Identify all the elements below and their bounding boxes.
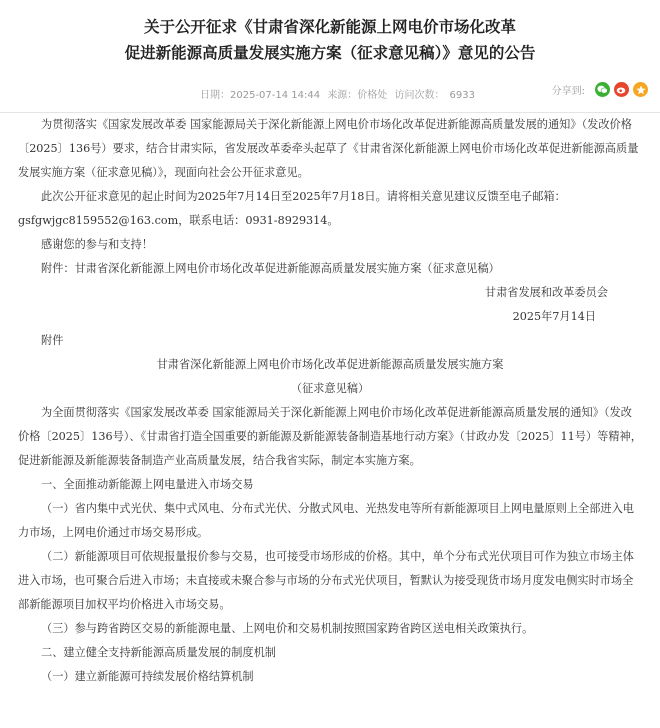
paragraph-item-2: （二）新能源项目可依规报量报价参与交易，也可接受市场形成的价格。其中，单个分布式光伏项目可作为独立市场主体进入市场，也可聚合后进入市场；未直接或未聚合参与市场的分布式光伏项目，暂默认为接受现货市场月度发电侧实时市场全部新能源项目加权平均价格进入市场交易。 xyxy=(18,550,634,611)
paragraph-period: 此次公开征求意见的起止时间为2025年7月14日至2025年7月18日。请将相关意见建议反馈至电子邮箱：gsfgwjgc8159552@163.com，联系电话：0931-8929314。 xyxy=(18,190,566,227)
source: 来源：价格处 xyxy=(327,90,388,101)
paragraph-item-2-1: （一）建立新能源可持续发展价格结算机制 xyxy=(41,670,254,683)
wechat-icon[interactable] xyxy=(595,82,610,97)
meta-info xyxy=(200,86,479,101)
document-subtitle: （征求意见稿） xyxy=(290,382,370,395)
paragraph-thanks: 感谢您的参与和支持！ xyxy=(41,238,153,251)
article-title-line2: 促进新能源高质量发展实施方案（征求意见稿）》意见的公告 xyxy=(124,44,536,62)
document-title: 甘肃省深化新能源上网电价市场化改革促进新能源高质量发展实施方案 xyxy=(156,358,504,371)
article-body xyxy=(0,113,660,689)
attachment-label: 附件 xyxy=(41,334,64,347)
paragraph-item-1: （一）省内集中式光伏、集中式风电、分布式光伏、分散式风电、光热发电等所有新能源项目上网电量原则上全部进入电力市场，上网电价通过市场交易形成。 xyxy=(18,502,634,539)
section-heading-2: 二、建立健全支持新能源高质量发展的制度机制 xyxy=(41,646,276,659)
attachment-link[interactable]: 附件：甘肃省深化新能源上网电价市场化改革促进新能源高质量发展实施方案（征求意见稿） xyxy=(41,262,500,275)
signature-date: 2025年7月14日 xyxy=(512,310,596,323)
section-heading-1: 一、全面推动新能源上网电量进入市场交易 xyxy=(41,478,254,491)
paragraph-item-3: （三）参与跨省跨区交易的新能源电量、上网电价和交易机制按照国家跨省跨区送电相关政策执行。 xyxy=(41,622,534,635)
favorite-icon[interactable] xyxy=(633,82,648,97)
weibo-icon[interactable] xyxy=(614,82,629,97)
share-bar xyxy=(552,82,648,97)
paragraph-purpose: 为全面贯彻落实《国家发展改革委 国家能源局关于深化新能源上网电价市场化改革促进新能源高质量发展的通知》（发改价格〔2025〕136号）、《甘肃省打造全国重要的新能源及新能源装备制造基地行动方案》（甘政办发〔2025〕11号）等精神，促进新能源及新能源装备制造产业高质量发展，结合我省实际，制定本实施方案。 xyxy=(18,406,642,467)
article-meta xyxy=(0,82,660,108)
paragraph-intro: 为贯彻落实《国家发展改革委 国家能源局关于深化新能源上网电价市场化改革促进新能源高质量发展的通知》（发改价格〔2025〕136号）要求，结合甘肃实际，省发展改革委牵头起草了《甘肃省深化新能源上网电价市场化改革促进新能源高质量发展实施方案（征求意见稿）》，现面向社会公开征求意见。 xyxy=(18,118,639,179)
share-label: 分享到: xyxy=(551,86,585,97)
article-title xyxy=(0,14,660,66)
signature-org: 甘肃省发展和改革委员会 xyxy=(484,286,608,299)
article-title-line1: 关于公开征求《甘肃省深化新能源上网电价市场化改革 xyxy=(143,18,516,36)
view-count: 访问次数： 6933 xyxy=(394,90,475,101)
publish-date: 日期：2025-07-14 14:44 xyxy=(200,90,321,101)
